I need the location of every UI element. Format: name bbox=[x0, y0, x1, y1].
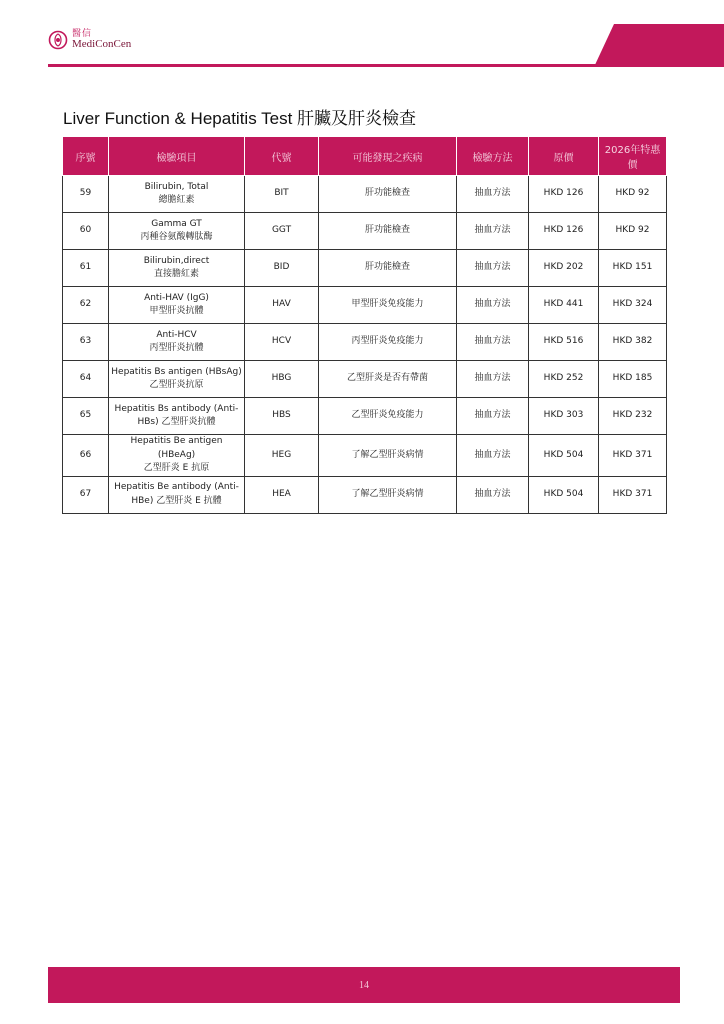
footer-bar bbox=[48, 967, 680, 1003]
test-price: HKD 504 bbox=[529, 476, 599, 513]
test-name-cn: 乙型肝炎抗原 bbox=[149, 380, 204, 390]
test-code: HBG bbox=[245, 361, 319, 398]
table-row bbox=[63, 250, 667, 287]
row-no: 60 bbox=[63, 213, 109, 250]
test-code: BIT bbox=[245, 176, 319, 213]
page-number: 14 bbox=[359, 979, 369, 991]
test-price: HKD 252 bbox=[529, 361, 599, 398]
test-price: HKD 303 bbox=[529, 398, 599, 435]
table-row bbox=[63, 398, 667, 435]
test-name bbox=[109, 476, 245, 513]
table-row bbox=[63, 287, 667, 324]
test-name bbox=[109, 176, 245, 213]
test-code: HAV bbox=[245, 287, 319, 324]
header-no: 序號 bbox=[63, 137, 109, 176]
test-special-price: HKD 92 bbox=[599, 213, 667, 250]
test-name bbox=[109, 250, 245, 287]
test-method: 抽血方法 bbox=[457, 476, 529, 513]
test-method: 抽血方法 bbox=[457, 324, 529, 361]
test-name-en: Anti-HAV (IgG) bbox=[144, 292, 209, 303]
test-name-cn: 乙型肝炎 E 抗原 bbox=[143, 463, 210, 473]
test-disease: 丙型肝炎免疫能力 bbox=[319, 324, 457, 361]
table-row bbox=[63, 176, 667, 213]
row-no: 59 bbox=[63, 176, 109, 213]
row-no: 64 bbox=[63, 361, 109, 398]
row-no: 61 bbox=[63, 250, 109, 287]
test-price: HKD 441 bbox=[529, 287, 599, 324]
test-name bbox=[109, 435, 245, 477]
header-divider bbox=[48, 64, 724, 67]
test-special-price: HKD 151 bbox=[599, 250, 667, 287]
test-price-table bbox=[62, 136, 667, 514]
test-name-en: Hepatitis Be antibody (Anti- bbox=[114, 482, 239, 492]
row-no: 66 bbox=[63, 435, 109, 477]
test-method: 抽血方法 bbox=[457, 435, 529, 477]
header-item: 檢驗項目 bbox=[109, 137, 245, 176]
test-name-cn: HBs) 乙型肝炎抗體 bbox=[137, 417, 216, 427]
header-accent-tab bbox=[594, 24, 724, 67]
test-name bbox=[109, 324, 245, 361]
test-name bbox=[109, 287, 245, 324]
brand-name-en: MediConCen bbox=[72, 38, 132, 50]
test-special-price: HKD 324 bbox=[599, 287, 667, 324]
row-no: 67 bbox=[63, 476, 109, 513]
test-name-cn: 總膽紅素 bbox=[158, 195, 195, 205]
row-no: 62 bbox=[63, 287, 109, 324]
test-disease: 了解乙型肝炎病情 bbox=[319, 476, 457, 513]
test-name bbox=[109, 361, 245, 398]
test-name-en: Bilirubin,direct bbox=[143, 255, 210, 266]
test-name-en: Gamma GT bbox=[151, 218, 202, 229]
test-name-en: Hepatitis Be antigen (HBeAg) bbox=[130, 436, 223, 460]
test-disease: 乙型肝炎是否有帶菌 bbox=[319, 361, 457, 398]
test-name-en: Anti-HCV bbox=[156, 329, 197, 340]
header-method: 檢驗方法 bbox=[457, 137, 529, 176]
test-name bbox=[109, 398, 245, 435]
test-price: HKD 504 bbox=[529, 435, 599, 477]
test-price: HKD 126 bbox=[529, 213, 599, 250]
test-special-price: HKD 371 bbox=[599, 435, 667, 477]
test-special-price: HKD 92 bbox=[599, 176, 667, 213]
test-code: HEG bbox=[245, 435, 319, 477]
test-special-price: HKD 185 bbox=[599, 361, 667, 398]
test-code: HEA bbox=[245, 476, 319, 513]
test-special-price: HKD 382 bbox=[599, 324, 667, 361]
table-header-row bbox=[63, 137, 667, 176]
test-method: 抽血方法 bbox=[457, 361, 529, 398]
test-name bbox=[109, 213, 245, 250]
brand-logo bbox=[48, 30, 131, 50]
row-no: 63 bbox=[63, 324, 109, 361]
test-name-en: Bilirubin, Total bbox=[144, 181, 209, 192]
logo-icon bbox=[48, 30, 68, 50]
table-row bbox=[63, 324, 667, 361]
test-price: HKD 202 bbox=[529, 250, 599, 287]
test-method: 抽血方法 bbox=[457, 398, 529, 435]
header-price: 原價 bbox=[529, 137, 599, 176]
header-disease: 可能發現之疾病 bbox=[319, 137, 457, 176]
table-row bbox=[63, 476, 667, 513]
test-disease: 肝功能檢查 bbox=[319, 250, 457, 287]
test-disease: 肝功能檢查 bbox=[319, 213, 457, 250]
test-code: HCV bbox=[245, 324, 319, 361]
table-row bbox=[63, 213, 667, 250]
test-disease: 了解乙型肝炎病情 bbox=[319, 435, 457, 477]
test-method: 抽血方法 bbox=[457, 250, 529, 287]
test-special-price: HKD 371 bbox=[599, 476, 667, 513]
header-code: 代號 bbox=[245, 137, 319, 176]
brand-name-cn: 醫信 bbox=[72, 29, 93, 39]
test-disease: 肝功能檢查 bbox=[319, 176, 457, 213]
test-price: HKD 516 bbox=[529, 324, 599, 361]
test-disease: 乙型肝炎免疫能力 bbox=[319, 398, 457, 435]
test-name-cn: 直接膽紅素 bbox=[153, 269, 199, 279]
header-special-price: 2026年特惠價 bbox=[599, 137, 667, 176]
page-title: Liver Function & Hepatitis Test 肝臟及肝炎檢查 bbox=[63, 109, 417, 128]
test-disease: 甲型肝炎免疫能力 bbox=[319, 287, 457, 324]
test-method: 抽血方法 bbox=[457, 176, 529, 213]
test-code: BID bbox=[245, 250, 319, 287]
test-special-price: HKD 232 bbox=[599, 398, 667, 435]
test-method: 抽血方法 bbox=[457, 287, 529, 324]
test-name-cn: 丙種谷氨酸轉肽酶 bbox=[140, 232, 213, 242]
test-name-en: Hepatitis Bs antibody (Anti- bbox=[114, 403, 239, 414]
test-price: HKD 126 bbox=[529, 176, 599, 213]
test-code: HBS bbox=[245, 398, 319, 435]
test-code: GGT bbox=[245, 213, 319, 250]
test-method: 抽血方法 bbox=[457, 213, 529, 250]
row-no: 65 bbox=[63, 398, 109, 435]
test-name-cn: 丙型肝炎抗體 bbox=[149, 343, 204, 353]
test-name-cn: 甲型肝炎抗體 bbox=[149, 306, 204, 316]
test-name-en: Hepatitis Bs antigen (HBsAg) bbox=[111, 366, 242, 377]
table-row bbox=[63, 361, 667, 398]
table-row bbox=[63, 435, 667, 477]
test-name-cn: HBe) 乙型肝炎 E 抗體 bbox=[131, 495, 222, 506]
